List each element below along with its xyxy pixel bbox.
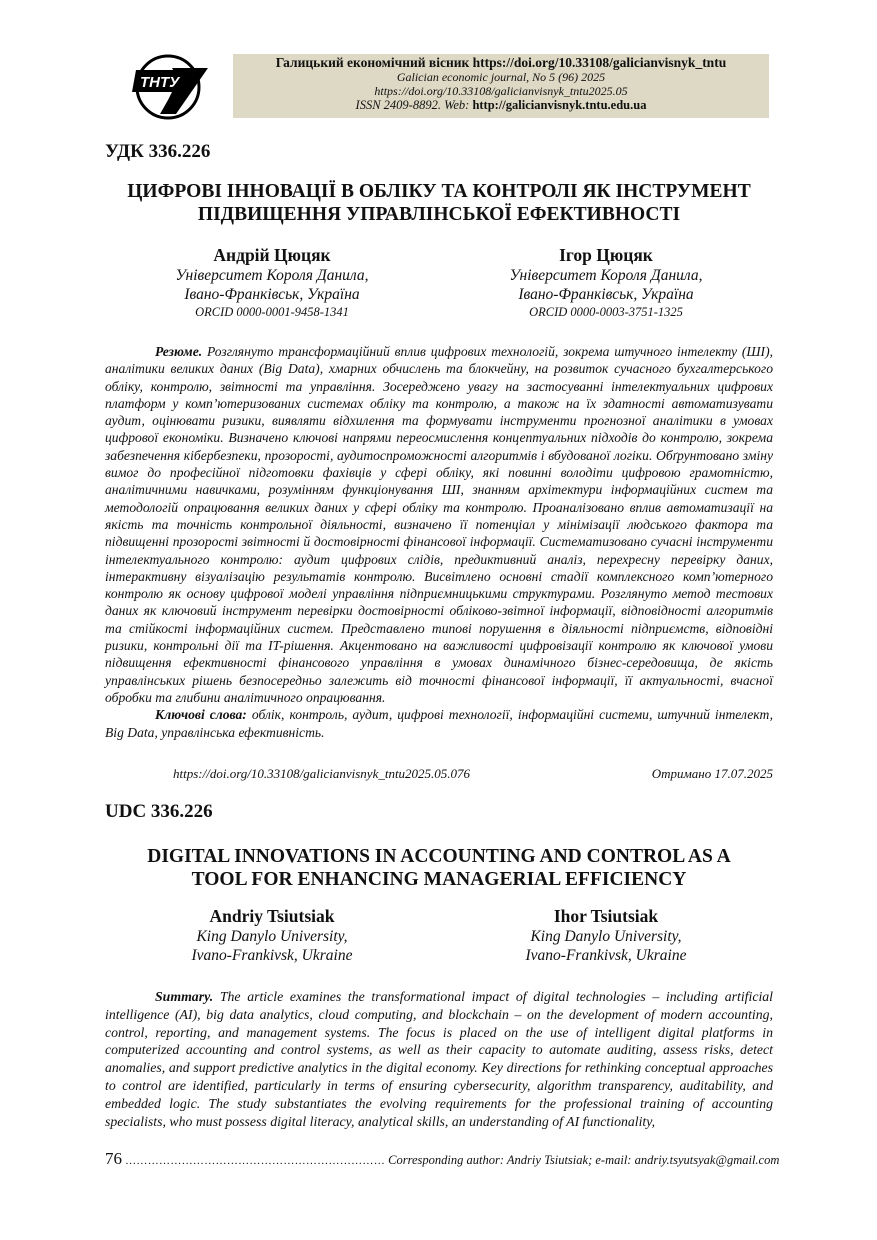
journal-logo-icon <box>132 52 210 122</box>
author-city: Івано-Франківськ, Україна <box>518 286 694 303</box>
author-city: Ivano-Frankivsk, Ukraine <box>525 947 687 964</box>
author-affiliation: Університет Короля Данила, <box>175 267 369 284</box>
author-name: Ihor Tsiutsiak <box>553 906 659 926</box>
page-footer <box>105 1149 780 1169</box>
udc-en: UDC 336.226 <box>105 801 213 822</box>
journal-issue: Galician economic journal, No 5 (96) 2025 <box>396 70 606 84</box>
abstract-ua-text: Розглянуто трансформаційний вплив цифрових технологій, зокрема штучного інтелекту (ШІ), аналітики великих даних (Big Data), хмарних обчислень та блокчейну, на розвиток сучасного бухгалтерського обліку, контролю, звітності та управління. Зосереджено увагу на застосуванні інтелектуальних цифрових платформ у комп’ютеризованих системах обліку та контролю, а також на їх здатності автоматизувати аудит, оцінювати ризики, виявляти відхилення та формувати інструменти прогнозної аналітики в умовах цифрової економіки. Визначено ключові напрями переосмислення концептуальних підходів до контролю, зокрема забезпечення кібербезпеки, прозорості, аудитоспроможності алгоритмів і вбудованої логіки. Обґрунтовано зміну вимог до професійної підготовки фахівців у сфері обліку, які повинні володіти цифровою грамотністю, аналітичними навичками, розумінням функціонування ШІ, знанням архітектури інформаційних систем та методологій опрацювання великих даних у сфері обліку та контролю. Проаналізовано вплив автоматизації на якість та точність контрольної діяльності, визначено її потенціал у мінімізації людського фактора та підвищенні прозорості звітності й достовірності фінансової інформації. Систематизовано сучасні інструменти інтелектуального контролю: аудит цифрових слідів, предиктивний аналіз, перехресну перевірку даних, інтерактивну візуалізацію результатів контролю. Висвітлено основні стадії комплексного комп’ютерного контролю як основу цифрової моделі управління підприємницькими структурами. Розглянуто метод тестових даних як ключовий інструмент перевірки достовірності обліково-звітної інформації, відповідності алгоритмів та стійкості інформаційних систем. Представлено типові порушення в діяльності підприємств, відповідні ризики, контрольні дії та IT-рішення. Акцентовано на важливості цифровізації контролю як ключової умови підвищення ефективності фінансового управління в умовах динамічного бізнес-середовища, де якість управлінських рішень безпосередньо залежить від точності фінансової інформації, її актуальності, вчасної обробки та глибини аналітичного опрацювання. <box>105 344 773 705</box>
udc-ua: УДК 336.226 <box>105 141 211 162</box>
received-date: Отримано 17.07.2025 <box>651 766 773 781</box>
keywords-ua-text: облік, контроль, аудит, цифрові технології, інформаційні системи, штучний інтелект, Big Data, управлінська ефективність. <box>105 707 774 740</box>
author-name: Ігор Цюцяк <box>559 245 653 265</box>
abstract-ua <box>105 343 773 741</box>
author-city: Івано-Франківськ, Україна <box>184 286 360 303</box>
author-orcid[interactable]: ORCID 0000-0001-9458-1341 <box>195 305 349 319</box>
journal-header <box>233 54 769 118</box>
issn-line <box>233 98 769 113</box>
title-en <box>105 845 773 891</box>
author-en-2 <box>439 905 773 965</box>
author-affiliation: King Danylo University, <box>530 928 682 945</box>
journal-name-line: Галицький економічний вісник https://doi.org/10.33108/galicianvisnyk_tntu <box>275 55 727 70</box>
title-ua-line2: ПІДВИЩЕННЯ УПРАВЛІНСЬКОЇ ЕФЕКТИВНОСТІ <box>197 204 681 225</box>
abstract-ua-label: Резюме. <box>155 344 203 359</box>
page-number: 76 <box>105 1149 122 1168</box>
summary-en-label: Summary. <box>155 989 214 1004</box>
authors-ua <box>105 244 773 320</box>
issue-doi-link[interactable]: https://doi.org/10.33108/galicianvisnyk_tntu2025.05 <box>374 84 628 98</box>
author-ua-1 <box>105 244 439 320</box>
issn-text: ISSN 2409-8892. Web: <box>355 98 470 112</box>
author-en-1 <box>105 905 439 965</box>
title-en-line1: DIGITAL INNOVATIONS IN ACCOUNTING AND CONTROL AS A <box>147 846 731 867</box>
article-doi-link[interactable]: https://doi.org/10.33108/galicianvisnyk_tntu2025.05.076 <box>173 766 471 781</box>
footer-leader-dots: …………………………………………………………… <box>125 1155 386 1167</box>
author-affiliation: Університет Короля Данила, <box>509 267 703 284</box>
title-ua <box>105 180 773 226</box>
author-orcid[interactable]: ORCID 0000-0003-3751-1325 <box>529 305 683 319</box>
author-city: Ivano-Frankivsk, Ukraine <box>191 947 353 964</box>
title-en-line2: TOOL FOR ENHANCING MANAGERIAL EFFICIENCY <box>191 869 687 890</box>
journal-web-link[interactable]: http://galicianvisnyk.tntu.edu.ua <box>472 98 647 112</box>
summary-en-text: The article examines the transformational impact of digital technologies – including artificial intelligence (AI), big data analytics, cloud computing, and blockchain – on the development of modern accounting, control, reporting, and management systems. The focus is placed on the use of intelligent digital platforms in computerized accounting and control systems, as well as their capacity to automate auditing, assess risks, detect anomalies, and support predictive analytics in the digital economy. Key directions for rethinking conceptual approaches to control are identified, particularly in terms of ensuring cybersecurity, algorithm transparency, auditability, and embedded logic. The study substantiates the evolving requirements for the professional training of accounting specialists, who must possess digital literacy, analytical skills, an understanding of AI functionality, <box>105 989 774 1129</box>
author-affiliation: King Danylo University, <box>196 928 348 945</box>
logo-text: ТНТУ <box>140 74 180 91</box>
summary-en-paragraph <box>105 988 773 1130</box>
keywords-ua-label: Ключові слова: <box>155 707 247 723</box>
corresponding-author: Corresponding author: Andriy Tsiutsiak; e-mail: andriy.tsyutsyak@gmail.com <box>388 1153 780 1167</box>
title-ua-line1: ЦИФРОВІ ІННОВАЦІЇ В ОБЛІКУ ТА КОНТРОЛІ ЯК ІНСТРУМЕНТ <box>127 181 751 202</box>
author-name: Andriy Tsiutsiak <box>209 906 335 926</box>
author-name: Андрій Цюцяк <box>213 245 331 265</box>
keywords-ua-paragraph <box>105 706 773 741</box>
authors-en <box>105 905 773 965</box>
abstract-ua-paragraph <box>105 343 773 706</box>
summary-en <box>105 988 773 1130</box>
author-ua-2 <box>439 244 773 320</box>
